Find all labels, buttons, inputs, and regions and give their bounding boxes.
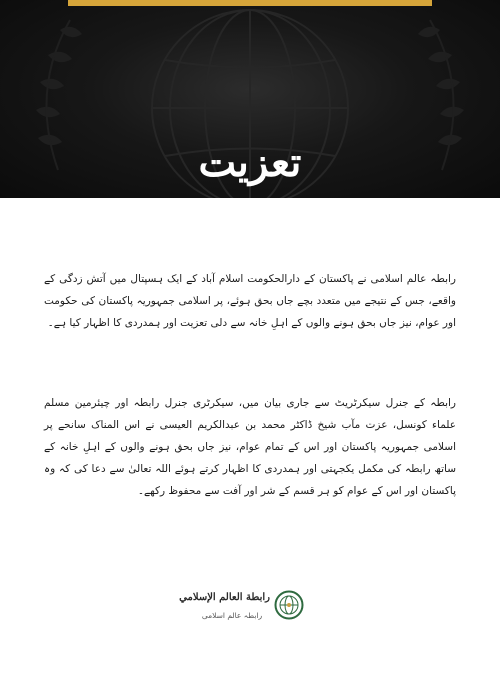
body-paragraph-2: رابطہ کے جنرل سیکرٹریٹ سے جاری بیان میں، سیکرٹری جنرل رابطہ اور چیئرمین مسلم علماء کونسل، عزت مآب شیخ ڈاکٹر محمد بن عبدالکریم العیسی نے اس المناک سانحے پر اسلامی جمہوریہ پاکستان اور اس کے تمام عوام، نیز جاں بحق ہونے والوں کے اہلِ خانہ کے ساتھ رابطہ کی مکمل یکجہتی اور ہمدردی کا اظہار کرتے ہوئے اللہ تعالیٰ سے دعا کی کہ وہ پاکستان اور اس کے عوام کو ہر قسم کے شر اور آفت سے محفوظ رکھے۔: [44, 397, 456, 497]
body-paragraph-1: رابطہ عالم اسلامی نے پاکستان کے دارالحکومت اسلام آباد کے ایک ہسپتال میں آتش زدگی کے واقعے، جس کے نتیجے میں متعدد بچے جاں بحق ہوئے، پر اسلامی جمہوریہ پاکستان کی حکومت اور عوام، نیز جاں بحق ہونے والوں کے اہلِ خانہ سے دلی تعزیت اور ہمدردی کا اظہار کیا ہے۔: [44, 273, 456, 329]
page-title: تعزیت: [198, 139, 302, 186]
header-banner: [0, 0, 500, 198]
logo-arabic-name: رابطة العالم الإسلامي: [179, 592, 270, 603]
league-emblem-icon: [274, 590, 304, 620]
logo-urdu-name: رابطہ عالم اسلامی: [201, 611, 263, 620]
muslim-world-league-logo: [179, 588, 304, 632]
